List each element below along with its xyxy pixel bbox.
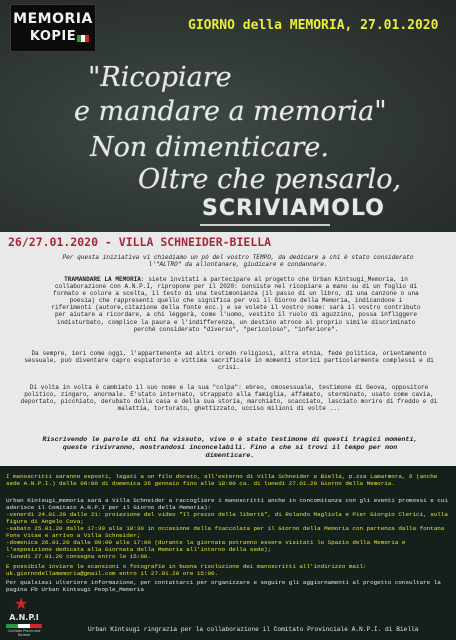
tramandare-paragraph — [48, 276, 424, 333]
star-icon: ★ — [14, 594, 29, 613]
riscrivendo-paragraph: Riscrivendo le parole di chi ha vissuto, vive o è stato testimone di questi tragici momenti, queste rivivranno, mostrandosi inconcelabili. Fino a che si trovi il tempo per non dimenticare. — [42, 436, 418, 460]
urban-kintsugi-logo — [10, 4, 96, 52]
tramandare-label: TRAMANDARE LA MEMORIA — [64, 276, 141, 283]
program-domenica: -domenica 26.01.20 dalle 09:00 alle 17:00 (durante la giornata potranno essere visitati lo Spazio della Memoria e l'esposizione dedicata alla Giornata della Memoria all'interno della sede); — [6, 539, 406, 553]
volta-paragraph: Di volta in volta è cambiato il suo nome e la sua "colpa": ebreo, omosessuale, testimone di Geova, oppositore politico, zingaro, anormale. E'stato internato, strappato alla famiglia, affamato, sterminato, usato come cavia, deportato, picchiato, derubato della casa e della sua storia, marchiato, scacciato, lasciato morire di freddo e di malattia, torturato, ghettizzato, ucciso milioni di volte ... — [20, 384, 438, 413]
manoscritti-note: I manoscritti saranno esposti, legati a un filo dorato, all'esterno di Villa Schneider a Biella, p.zza Lamarmora, 6 (anche sede A.N.P.I.) dalle 09:00 di domenica 26 gennaio fino alle 18:00 ca. di lunedì 27.01.20 Giorno della Memoria. — [6, 473, 438, 487]
logo-line-1: MEMORIA — [13, 11, 93, 27]
flag-stripe — [6, 624, 42, 628]
italian-flag-icon — [77, 35, 89, 42]
program-venerdi: -venerdì 24.01.20 dalle 21: proiezione del video "Il prezzo della libertà", di Rolando Magliola e Pier Giorgio Clerici, sulla figura di Angelo Cova; — [6, 511, 448, 525]
logo-line-2: KOPIE — [29, 29, 77, 44]
chalk-line-5: SCRIVIAMOLO — [202, 196, 385, 221]
kintsugi-note: Urban Kintsugi_memoria sarà a Villa Schneider a raccogliere i manoscritti anche in concomitanza con gli eventi promossi e cui aderisce il Comitato A.N.P.I per il Giorno della Memoria): — [6, 497, 448, 511]
chalk-line-1: "Ricopiare — [88, 62, 232, 93]
anpi-subtitle: Comitato Provinciale Biellese — [7, 629, 41, 637]
chalk-line-4: Oltre che pensarlo, — [138, 164, 402, 195]
chalk-line-2: e mandare a memoria" — [74, 96, 387, 127]
chalk-underline — [200, 224, 330, 226]
tramandare-text: : siete invitati a partecipare al progetto che Urban Kintsugi_Memoria, in collaborazione con A.N.P.I, ripropone per il 2020: consiste nel ricopiare a mano su di un foglio di formato e colore a scelta, il testo di una testimonianza (il passo di un libro, di una canzone o una poesia) che rappresenti quello che significa per voi il Giorno della Memoria, indicandone i riferimenti (autore,citazione della fonte ecc.) e se volete il vostro nome: sarà il vostro contributo per aiutare a ricordare, a chi leggerà, come l'uomo, vestito il ruolo di aguzzino, possa infliggere indisturbato, complice la paura e l'indifferenza, un destino atroce al proprio simile discriminato perché considerato "diverso", "pericoloso", "inferiore". — [51, 276, 421, 333]
email-note: E possibile inviare le scansioni o fotografie in buona risoluzione dei manoscritti all'indirizzo mail: uk.giornodellamemoria@gmail.com entro il 27.01.20 ore 15:00. — [6, 563, 367, 577]
sempre-paragraph: Da sempre, ieri come oggi, l'appartenente ad altri credo religiosi, altra etnia, fede politica, orientamento sessuale, può diventare capro espiatorio e vittima sacrificale in momenti storici particolarmente complessi e di crisi. — [24, 350, 434, 372]
contact-note: Per qualsiasi ulteriore informazione, per contattarci per organizzare e seguire gli aggiornamenti al progetto consultare la pagina Fb Urban Kintsugi People_Memoria — [6, 579, 441, 593]
chalk-line-3: Non dimenticare. — [90, 132, 329, 163]
intro-paragraph: Per questa iniziativa vi chiediamo un pò del vostro TEMPO, da dedicare a chi è stato considerato l'"ALTRO" da allontanare, giudicare e condannare. — [62, 254, 414, 269]
anpi-name: A.N.P.I — [9, 613, 39, 622]
chalkboard — [0, 0, 456, 232]
anpi-logo — [6, 596, 42, 636]
thanks-line: Urban Kintsugi ringrazia per la collaborazione il Comitato Provinciale A.N.P.I. di Biella — [88, 626, 419, 633]
program-lunedi: -lunedì 27.01.20 consegna entro le 15:00. — [6, 553, 151, 560]
event-title: 26/27.01.2020 - VILLA SCHNEIDER-BIELLA — [8, 235, 272, 249]
info-panel — [0, 466, 456, 640]
program-sabato: -sabato 25.01.20 dalle 17:30 alle 18:30 in occasione della fiaccolata per il Giorno della Memoria con partenza dalla fontana Fons Vitae e arrivo a Villa Schneider; — [6, 525, 445, 539]
poster-title: GIORNO della MEMORIA, 27.01.2020 — [188, 18, 439, 33]
